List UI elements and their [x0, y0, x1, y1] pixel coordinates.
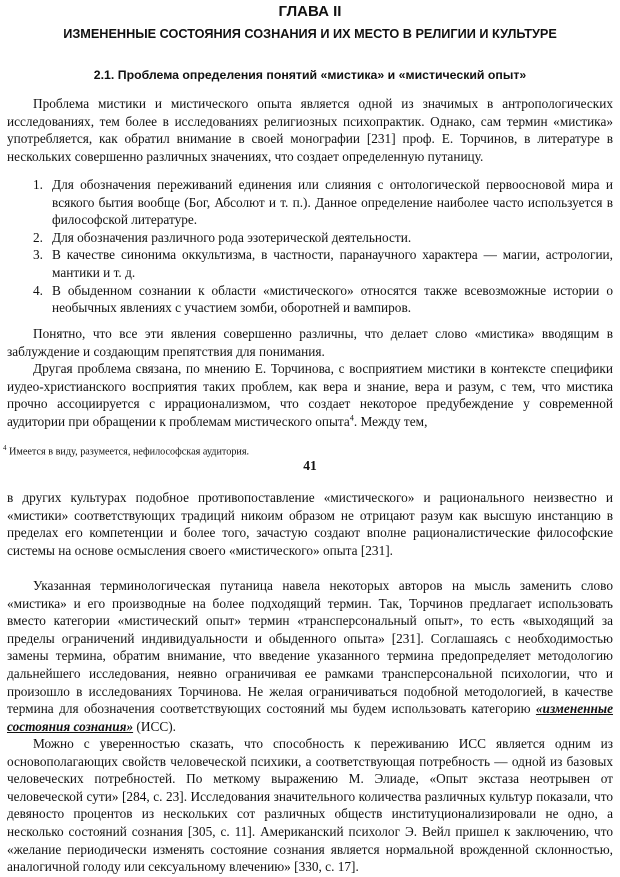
footnote-ref[interactable]: 4 — [349, 413, 354, 423]
page-number: 41 — [303, 458, 317, 473]
paragraph-3-text: Другая проблема связана, по мнению Е. Торчинова, с восприятием мистики в контексте специфики иудео-христианского восприятия таких проблем, как вера и знание, вера и разум, с тем, что мистика прочно ассоциируется с иррационализмом, что создает некоторое предубеждение у современной аудитории при обращении к проблемам мистического опыта — [7, 361, 613, 429]
continued-paragraph: в других культурах подобное противопоставление «мистического» и рационального неизвестно и «мистики» соответствующих традиций никоим образом не отрицают разум как высшую инстанцию в пределах его компетенции и более того, зачастую создают вполне рационалистические философские системы на основе осмысления своего «мистического» опыта [231]. — [7, 490, 613, 558]
list-text: В обыденном сознании к области «мистического» относятся также всевозможные истории о необычных явлениях с участием зомби, оборотней и вампиров. — [52, 282, 613, 316]
list-item — [7, 176, 613, 229]
paragraph-2: Понятно, что все эти явления совершенно различны, что делает слово «мистика» вводящим в заблуждение и создающим препятствия для понимания. — [7, 326, 613, 359]
paragraph-6: Можно с уверенностью сказать, что способность к переживанию ИСС является одним из основополагающих свойств человеческой психики, а соответствующая потребность — одной из базовых человеческих потребностей. По меткому выражению М. Элиаде, «Опыт экстаза неотрывен от человеческой сути» [284, с. 23]. Исследования значительного количества различных культур показали, что девяносто процентов из нескольких сот различных обществ институционализировали не одно, а несколько состояний сознания [305, с. 11]. Американский психолог Э. Вейл пришел к заключению, что «желание периодически изменять состояние сознания является нормальной врожденной склонностью, аналогичной голоду или сексуальному влечению» [330, с. 17]. — [7, 736, 613, 875]
key-term: «измененные состояния сознания» — [7, 701, 613, 734]
list-text: Для обозначения переживаний единения или слияния с онтологической первоосновой мира и всякого бытия вообще (Бог, Абсолют и т. п.). Данное определение наиболее часто используется в философской литературе. — [52, 177, 613, 228]
paragraph-5-tail: (ИСС). — [133, 718, 176, 734]
footnote — [3, 442, 249, 458]
list-item — [7, 229, 613, 247]
list-number: 4. — [33, 282, 43, 298]
paragraph-3-tail: . Между тем, — [353, 413, 428, 429]
paragraph-3 — [7, 360, 613, 430]
list-text: В качестве синонима оккультизма, в частности, паранаучного характера — магии, астрологии, мантики и т. д. — [52, 247, 613, 280]
list-number: 3. — [33, 247, 43, 263]
list-text: Для обозначения различного рода эзотерической деятельности. — [52, 229, 412, 245]
section-title: 2.1. Проблема определения понятий «мистика» и «мистический опыт» — [93, 68, 527, 82]
list-item — [7, 282, 613, 317]
list-number: 2. — [33, 229, 43, 245]
list-number: 1. — [33, 177, 43, 192]
footnote-text: Имеется в виду, разумеется, нефилософская аудитория. — [6, 446, 250, 458]
meanings-list — [7, 176, 613, 317]
chapter-title: ГЛАВА II — [278, 3, 342, 20]
chapter-subtitle: ИЗМЕНЕННЫЕ СОСТОЯНИЯ СОЗНАНИЯ И ИХ МЕСТО В РЕЛИГИИ И КУЛЬТУРЕ — [63, 27, 557, 41]
footnote-mark: 4 — [3, 444, 7, 452]
list-item — [7, 246, 613, 281]
intro-paragraph: Проблема мистики и мистического опыта является одной из значимых в антропологических исследованиях, тем более в исследованиях религиозных психопрактик. Однако, сам термин «мистика» употребляется, как обратил внимание в своей монографии [231] проф. Е. Торчинов, в литературе в нескольких совершенно различных значениях, что создает определенную путаницу. — [7, 96, 613, 164]
paragraph-5 — [7, 577, 613, 735]
paragraph-5-text: Указанная терминологическая путаница навела некоторых авторов на мысль заменить слово «мистика» и его производные на более подходящий термин. Так, Торчинов предлагает использовать вместо категории «мистический опыт» термин «трансперсональный опыт», то есть «выходящий за пределы ограничений индивидуальности и обыденного опыта» [231]. Соглашаясь с необходимостью замены термина, обратим внимание, что введение указанного термина предопределяет методологию дальнейшего исследования, неявно ограничивая ее рамками трансперсональной психологии, что и произошло в исследованиях Торчинова. Не желая ограничиваться подобной методологией, в качестве термина для обозначения соответствующих состояний мы будем использовать категорию — [7, 578, 613, 717]
